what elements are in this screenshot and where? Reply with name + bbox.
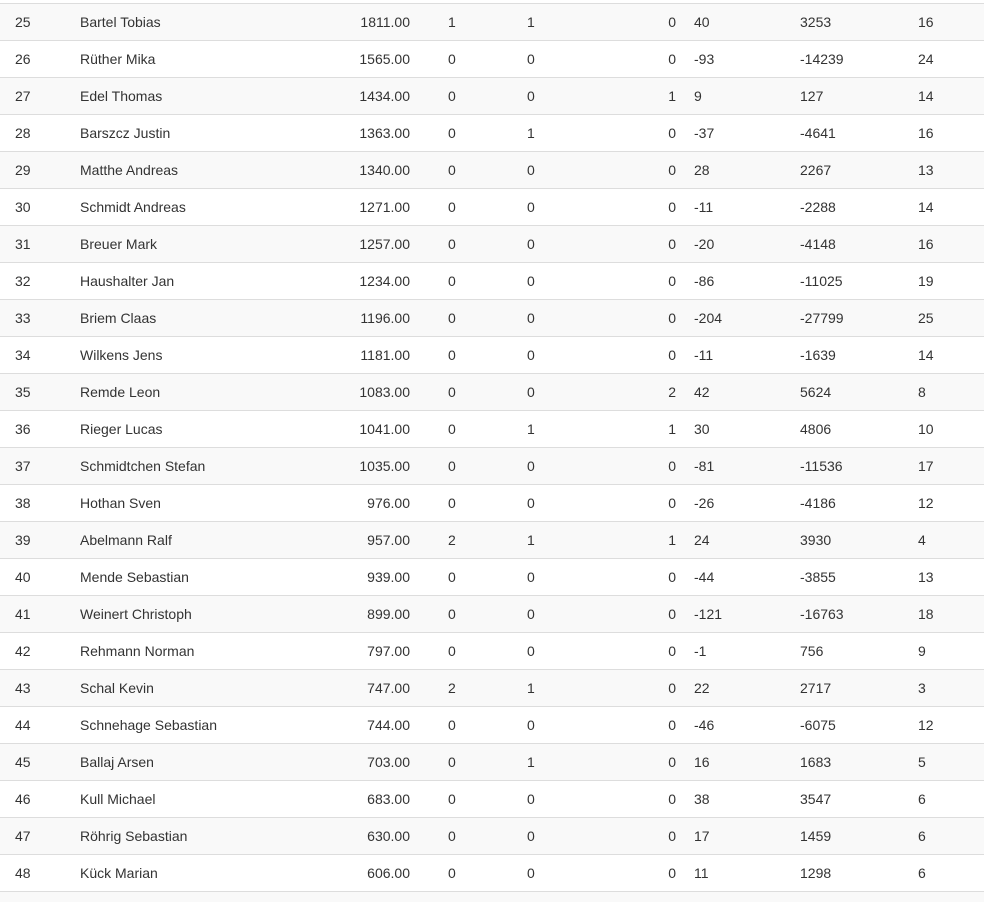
score-cell: -11536 [800, 458, 843, 474]
trend-cell: -93 [694, 51, 715, 67]
table-row [0, 188, 984, 225]
stat-cell-3: 0 [668, 680, 676, 696]
games-cell: 16 [918, 236, 934, 252]
score-cell: -2288 [800, 199, 836, 215]
stat-cell-1: 0 [448, 273, 456, 289]
rank-cell: 48 [15, 865, 31, 881]
player-name-cell: Mende Sebastian [80, 569, 189, 585]
points-cell: 606.00 [367, 865, 410, 881]
rank-cell: 37 [15, 458, 31, 474]
games-cell: 18 [918, 606, 934, 622]
score-cell: -16763 [800, 606, 844, 622]
score-cell: 2717 [800, 680, 832, 696]
games-cell: 12 [918, 717, 934, 733]
stat-cell-3: 0 [668, 495, 676, 511]
rank-cell: 46 [15, 791, 31, 807]
points-cell: 957.00 [367, 532, 410, 548]
trend-cell: 42 [694, 384, 710, 400]
stat-cell-1: 0 [448, 125, 456, 141]
trend-cell: 38 [694, 791, 710, 807]
table-row [0, 225, 984, 262]
stat-cell-3: 0 [668, 643, 676, 659]
score-cell: 5624 [800, 384, 832, 400]
trend-cell: -37 [694, 125, 715, 141]
stat-cell-3: 0 [668, 347, 676, 363]
stat-cell-1: 0 [448, 495, 456, 511]
rank-cell: 38 [15, 495, 31, 511]
stat-cell-1: 2 [448, 680, 456, 696]
rank-cell: 45 [15, 754, 31, 770]
trend-cell: 24 [694, 532, 710, 548]
games-cell: 14 [918, 199, 934, 215]
player-name-cell: Schal Kevin [80, 680, 154, 696]
table-row [0, 558, 984, 595]
games-cell: 13 [918, 162, 934, 178]
points-cell: 1271.00 [359, 199, 410, 215]
table-row [0, 77, 984, 114]
points-cell: 1340.00 [359, 162, 410, 178]
points-cell: 976.00 [367, 495, 410, 511]
stat-cell-3: 2 [668, 384, 676, 400]
table-row [0, 595, 984, 632]
stat-cell-2: 0 [527, 569, 535, 585]
score-cell: -11025 [800, 273, 843, 289]
games-cell: 17 [918, 458, 934, 474]
table-row [0, 262, 984, 299]
rank-cell: 47 [15, 828, 31, 844]
rank-cell: 29 [15, 162, 31, 178]
stat-cell-2: 0 [527, 458, 535, 474]
table-row [0, 854, 984, 891]
stat-cell-1: 0 [448, 643, 456, 659]
stat-cell-1: 0 [448, 569, 456, 585]
rank-cell: 31 [15, 236, 31, 252]
stat-cell-1: 0 [448, 754, 456, 770]
score-cell: 1683 [800, 754, 832, 770]
stat-cell-3: 0 [668, 14, 676, 30]
trend-cell: -121 [694, 606, 723, 622]
rank-cell: 40 [15, 569, 31, 585]
points-cell: 630.00 [367, 828, 410, 844]
points-cell: 1257.00 [359, 236, 410, 252]
rank-cell: 43 [15, 680, 31, 696]
points-cell: 899.00 [367, 606, 410, 622]
trend-cell: 22 [694, 680, 710, 696]
stat-cell-3: 0 [668, 236, 676, 252]
stat-cell-1: 0 [448, 458, 456, 474]
player-name-cell: Schmidt Andreas [80, 199, 186, 215]
stat-cell-2: 0 [527, 606, 535, 622]
stat-cell-1: 0 [448, 384, 456, 400]
table-row [0, 151, 984, 188]
stat-cell-3: 0 [668, 754, 676, 770]
trend-cell: 28 [694, 162, 710, 178]
rank-cell: 32 [15, 273, 31, 289]
player-name-cell: Schnehage Sebastian [80, 717, 217, 733]
stat-cell-3: 0 [668, 162, 676, 178]
stat-cell-3: 0 [668, 791, 676, 807]
score-cell: 756 [800, 643, 824, 659]
score-cell: 2267 [800, 162, 832, 178]
trend-cell: 30 [694, 421, 710, 437]
stat-cell-3: 0 [668, 717, 676, 733]
table-row [0, 817, 984, 854]
stat-cell-2: 0 [527, 865, 535, 881]
trend-cell: -20 [694, 236, 715, 252]
games-cell: 9 [918, 643, 926, 659]
rank-cell: 44 [15, 717, 31, 733]
trend-cell: -204 [694, 310, 723, 326]
table-row [0, 484, 984, 521]
stat-cell-2: 0 [527, 51, 535, 67]
stat-cell-2: 0 [527, 310, 535, 326]
score-cell: -27799 [800, 310, 844, 326]
score-cell: -14239 [800, 51, 844, 67]
rank-cell: 33 [15, 310, 31, 326]
stat-cell-3: 0 [668, 865, 676, 881]
player-name-cell: Bartel Tobias [80, 14, 161, 30]
table-row [0, 114, 984, 151]
rank-cell: 36 [15, 421, 31, 437]
games-cell: 14 [918, 347, 934, 363]
score-cell: -6075 [800, 717, 836, 733]
score-cell: 3930 [800, 532, 832, 548]
games-cell: 16 [918, 125, 934, 141]
player-name-cell: Haushalter Jan [80, 273, 175, 289]
games-cell: 25 [918, 310, 934, 326]
rank-cell: 27 [15, 88, 31, 104]
player-name-cell: Wilkens Jens [80, 347, 163, 363]
table-row [0, 743, 984, 780]
stat-cell-2: 0 [527, 199, 535, 215]
stat-cell-1: 0 [448, 199, 456, 215]
table-row [0, 3, 984, 40]
table-row [0, 706, 984, 743]
partial-row-bottom [0, 891, 984, 902]
player-name-cell: Remde Leon [80, 384, 161, 400]
trend-cell: 9 [694, 88, 702, 104]
stat-cell-2: 0 [527, 347, 535, 363]
points-cell: 1181.00 [360, 347, 410, 363]
player-name-cell: Rieger Lucas [80, 421, 163, 437]
stat-cell-1: 0 [448, 865, 456, 881]
points-cell: 1083.00 [359, 384, 410, 400]
stat-cell-2: 0 [527, 273, 535, 289]
stat-cell-3: 0 [668, 606, 676, 622]
player-name-cell: Abelmann Ralf [80, 532, 172, 548]
stat-cell-3: 1 [668, 421, 676, 437]
games-cell: 6 [918, 865, 926, 881]
games-cell: 8 [918, 384, 926, 400]
games-cell: 3 [918, 680, 926, 696]
score-cell: 3547 [800, 791, 832, 807]
stat-cell-3: 1 [668, 532, 676, 548]
points-cell: 1234.00 [359, 273, 410, 289]
stat-cell-2: 0 [527, 643, 535, 659]
stat-cell-2: 0 [527, 828, 535, 844]
player-name-cell: Rehmann Norman [80, 643, 195, 659]
stat-cell-3: 0 [668, 51, 676, 67]
table-row [0, 669, 984, 706]
trend-cell: -11 [694, 199, 714, 215]
stat-cell-2: 0 [527, 162, 535, 178]
stat-cell-2: 1 [527, 680, 535, 696]
games-cell: 24 [918, 51, 934, 67]
trend-cell: 17 [694, 828, 710, 844]
stat-cell-1: 0 [448, 88, 456, 104]
score-cell: 1459 [800, 828, 832, 844]
rank-cell: 39 [15, 532, 31, 548]
trend-cell: -44 [694, 569, 715, 585]
games-cell: 13 [918, 569, 934, 585]
table-row [0, 410, 984, 447]
stat-cell-1: 0 [448, 162, 456, 178]
games-cell: 12 [918, 495, 934, 511]
stat-cell-1: 0 [448, 310, 456, 326]
stat-cell-3: 0 [668, 569, 676, 585]
games-cell: 6 [918, 828, 926, 844]
table-row [0, 632, 984, 669]
stat-cell-3: 1 [668, 88, 676, 104]
points-cell: 683.00 [367, 791, 410, 807]
points-cell: 1811.00 [360, 14, 410, 30]
stat-cell-1: 0 [448, 791, 456, 807]
trend-cell: 11 [694, 865, 709, 881]
table-row [0, 40, 984, 77]
trend-cell: -86 [694, 273, 715, 289]
player-name-cell: Röhrig Sebastian [80, 828, 188, 844]
score-cell: -4148 [800, 236, 836, 252]
stat-cell-2: 0 [527, 495, 535, 511]
player-name-cell: Ballaj Arsen [80, 754, 154, 770]
trend-cell: -1 [694, 643, 707, 659]
player-name-cell: Briem Claas [80, 310, 157, 326]
points-cell: 797.00 [367, 643, 410, 659]
score-cell: 1298 [800, 865, 832, 881]
score-cell: -4641 [800, 125, 836, 141]
stat-cell-3: 0 [668, 310, 676, 326]
points-cell: 744.00 [367, 717, 410, 733]
stat-cell-1: 0 [448, 347, 456, 363]
stat-cell-2: 1 [527, 532, 535, 548]
stat-cell-2: 1 [527, 14, 535, 30]
stat-cell-2: 0 [527, 88, 535, 104]
player-name-cell: Weinert Christoph [80, 606, 192, 622]
stat-cell-1: 1 [448, 14, 456, 30]
table-row [0, 780, 984, 817]
rank-cell: 25 [15, 14, 31, 30]
player-name-cell: Barszcz Justin [80, 125, 171, 141]
stat-cell-2: 0 [527, 717, 535, 733]
rank-cell: 41 [15, 606, 31, 622]
stat-cell-3: 0 [668, 828, 676, 844]
games-cell: 5 [918, 754, 926, 770]
games-cell: 6 [918, 791, 926, 807]
games-cell: 19 [918, 273, 934, 289]
rank-cell: 42 [15, 643, 31, 659]
points-cell: 1196.00 [360, 310, 410, 326]
points-cell: 703.00 [367, 754, 410, 770]
points-cell: 1363.00 [359, 125, 410, 141]
score-cell: 127 [800, 88, 824, 104]
rank-cell: 34 [15, 347, 31, 363]
stat-cell-3: 0 [668, 125, 676, 141]
trend-cell: -46 [694, 717, 715, 733]
trend-cell: 40 [694, 14, 710, 30]
points-cell: 939.00 [367, 569, 410, 585]
stat-cell-1: 0 [448, 828, 456, 844]
trend-cell: 16 [694, 754, 710, 770]
trend-cell: -11 [694, 347, 714, 363]
table-row [0, 299, 984, 336]
points-cell: 747.00 [367, 680, 410, 696]
table-row [0, 373, 984, 410]
score-cell: -4186 [800, 495, 836, 511]
player-name-cell: Hothan Sven [80, 495, 161, 511]
rank-cell: 30 [15, 199, 31, 215]
games-cell: 4 [918, 532, 926, 548]
score-cell: 4806 [800, 421, 832, 437]
player-name-cell: Breuer Mark [80, 236, 158, 252]
games-cell: 16 [918, 14, 934, 30]
stat-cell-2: 1 [527, 421, 535, 437]
stat-cell-1: 0 [448, 236, 456, 252]
stat-cell-3: 0 [668, 273, 676, 289]
player-name-cell: Schmidtchen Stefan [80, 458, 206, 474]
table-row [0, 521, 984, 558]
player-name-cell: Rüther Mika [80, 51, 156, 67]
points-cell: 1434.00 [359, 88, 410, 104]
stat-cell-1: 2 [448, 532, 456, 548]
table-row [0, 336, 984, 373]
rank-cell: 35 [15, 384, 31, 400]
stat-cell-3: 0 [668, 199, 676, 215]
score-cell: 3253 [800, 14, 832, 30]
stat-cell-2: 0 [527, 384, 535, 400]
rank-cell: 28 [15, 125, 31, 141]
player-name-cell: Matthe Andreas [80, 162, 179, 178]
stat-cell-1: 0 [448, 421, 456, 437]
games-cell: 14 [918, 88, 934, 104]
stat-cell-2: 1 [527, 754, 535, 770]
table-body [0, 3, 984, 891]
stat-cell-1: 0 [448, 606, 456, 622]
table-row [0, 447, 984, 484]
points-cell: 1565.00 [359, 51, 410, 67]
games-cell: 10 [918, 421, 934, 437]
score-cell: -3855 [800, 569, 836, 585]
player-name-cell: Kück Marian [80, 865, 158, 881]
score-cell: -1639 [800, 347, 836, 363]
player-name-cell: Edel Thomas [80, 88, 163, 104]
points-cell: 1041.00 [359, 421, 410, 437]
stat-cell-1: 0 [448, 717, 456, 733]
points-cell: 1035.00 [359, 458, 410, 474]
trend-cell: -81 [694, 458, 715, 474]
stat-cell-2: 1 [527, 125, 535, 141]
player-name-cell: Kull Michael [80, 791, 156, 807]
trend-cell: -26 [694, 495, 715, 511]
stat-cell-2: 0 [527, 791, 535, 807]
stat-cell-3: 0 [668, 458, 676, 474]
stat-cell-1: 0 [448, 51, 456, 67]
stat-cell-2: 0 [527, 236, 535, 252]
rank-cell: 26 [15, 51, 31, 67]
